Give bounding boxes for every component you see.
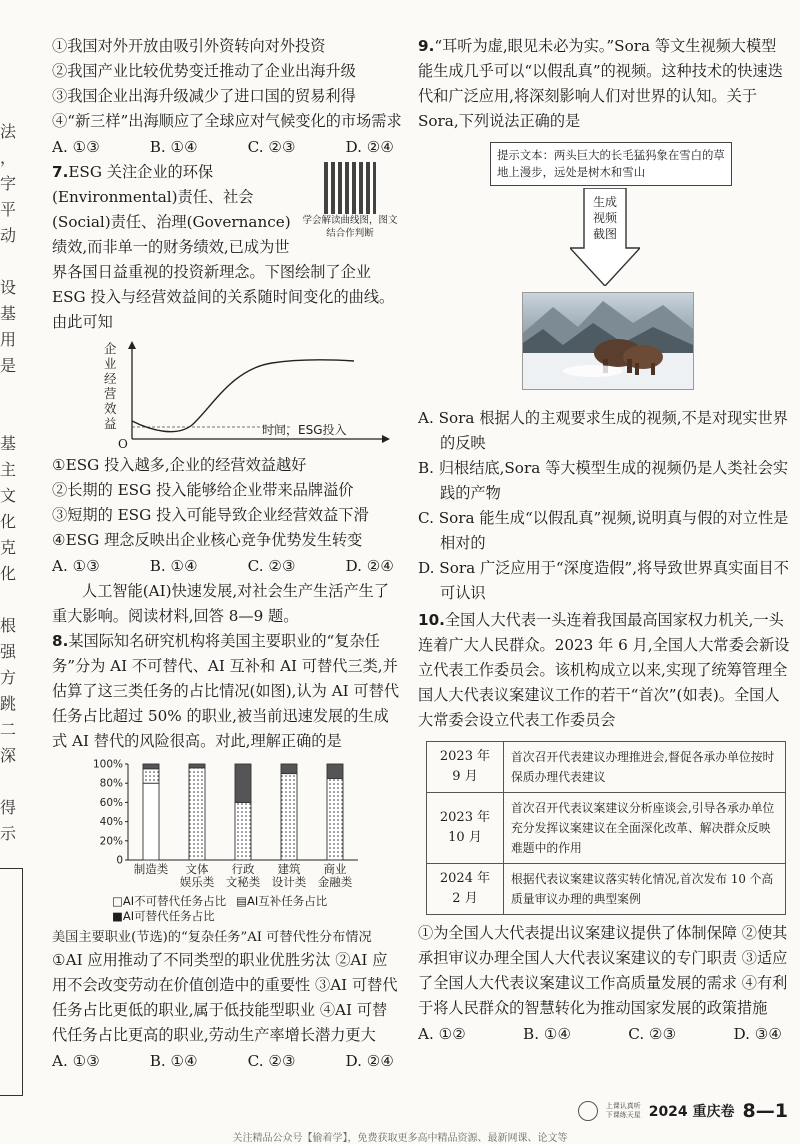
- edge-char: 是: [0, 356, 17, 375]
- edge-char: 基: [0, 434, 17, 453]
- arrow-label-3: 截图: [592, 227, 617, 241]
- q8-choice-b[interactable]: B. ①④: [149, 1052, 198, 1070]
- q6-choice-b[interactable]: B. ①④: [149, 138, 198, 156]
- bar-category-label: 商业: [323, 862, 347, 876]
- q9-opt-d[interactable]: D. Sora 广泛应用于“深度造假”,将导致世界真实面目不可认识: [418, 559, 789, 602]
- bar-y-tick-label: 60%: [99, 796, 123, 809]
- ai-intro: 人工智能(AI)快速发展,对社会生产生活产生了重大影响。阅读材料,回答 8—9 题。: [52, 582, 390, 625]
- badge-slogan: [606, 1102, 641, 1120]
- edge-char: [0, 770, 20, 796]
- bar-segment: [327, 778, 343, 860]
- table-date: 2023 年 9 月: [427, 742, 504, 793]
- bar-y-tick-label: 20%: [99, 835, 123, 848]
- page-badge: [578, 1100, 788, 1122]
- q8-choice-a[interactable]: A. ①③: [52, 1052, 100, 1070]
- bar-segment: [235, 764, 251, 802]
- brand-logo-icon: [578, 1101, 598, 1121]
- q7-choice-d[interactable]: D. ②④: [345, 557, 394, 575]
- q10-choice-c[interactable]: C. ②③: [628, 1025, 677, 1043]
- edge-char: 化: [0, 564, 17, 583]
- q10-choice-a[interactable]: A. ①②: [418, 1025, 466, 1043]
- question-9: [418, 34, 790, 606]
- q6-options: [52, 34, 402, 134]
- mammoth-video-screenshot: [522, 292, 694, 390]
- table-date: 2023 年 10 月: [427, 793, 504, 864]
- edge-char: 二: [0, 720, 17, 739]
- table-row: [427, 742, 786, 793]
- esg-x-arrow-icon: [382, 435, 390, 443]
- q7-opt-2: ②长期的 ESG 投入能够给企业带来品牌溢价: [52, 481, 354, 499]
- q6-opt-4: ④“新三样”出海顺应了全球应对气候变化的市场需求: [52, 112, 402, 130]
- question-8: [52, 629, 402, 1074]
- edge-char: 化: [0, 512, 17, 531]
- edge-char: 得: [0, 798, 17, 817]
- left-column: [52, 34, 402, 1074]
- q8-text: 某国际知名研究机构将美国主要职业的“复杂任务”分为 AI 不可替代、AI 互补和 AI 可替代三类,并估算了这三类任务的占比情况(如图),认为 AI 可替代任务占比超过 50% 的职业,被当前迅速发展的生成式 AI 替代的风险很高。对此,理解正确的是: [52, 632, 400, 750]
- bar-segment: [281, 774, 297, 860]
- bar-y-tick-label: 80%: [99, 777, 123, 790]
- q6-choice-a[interactable]: A. ①③: [52, 138, 100, 156]
- q9-text: “耳听为虚,眼见未必为实。”Sora 等文生视频大模型能生成几乎可以“以假乱真”的视频。这种技术的快速迭代和广泛应用,将深刻影响人们对世界的认知。关于 Sora,下列说法正确的是: [418, 37, 783, 130]
- q10-choice-b[interactable]: B. ①④: [523, 1025, 572, 1043]
- esg-x-label: 时间，ESG投入: [262, 423, 347, 437]
- exam-year-label: 2024 重庆卷: [648, 1104, 735, 1120]
- edge-char: 用: [0, 330, 17, 349]
- edge-char: 示: [0, 824, 17, 843]
- arrow-label-1: 生成: [592, 195, 617, 209]
- q8-choice-c[interactable]: C. ②③: [247, 1052, 296, 1070]
- question-10: [418, 608, 790, 1047]
- edge-char: 深: [0, 746, 17, 765]
- esg-y-label-char: 企: [104, 341, 117, 356]
- q7-choice-a[interactable]: A. ①③: [52, 557, 100, 575]
- legend-irreplaceable: □AI不可替代任务占比: [112, 894, 227, 908]
- esg-y-label: [104, 341, 120, 431]
- edge-char: 平: [0, 200, 17, 219]
- ai-chart-legend: [112, 894, 402, 924]
- esg-y-label-char: 益: [104, 416, 117, 431]
- page-footer: 关注精品公众号【偷着学】，免费获取更多高中精品资源、最新网课、论文等: [232, 1133, 568, 1144]
- q6-opt-1: ①我国对外开放由吸引外资转向对外投资: [52, 37, 326, 55]
- esg-y-label-char: 效: [104, 401, 117, 416]
- q10-text: 全国人大代表一头连着我国最高国家权力机关,一头连着广大人民群众。2023 年 6 月,全国人大常委会新设立代表工作委员会。该机构成立以来,实现了统筹管理全国人大代表议案建议工作的若干“首次”(如表)。全国人大常委会设立代表工作委员会: [418, 611, 790, 729]
- q6-opt-2: ②我国产业比较优势变迁推动了企业出海升级: [52, 62, 356, 80]
- edge-char: 方: [0, 668, 17, 687]
- edge-char: [0, 406, 20, 432]
- bar-category-label: 建筑: [277, 862, 301, 876]
- q10-choice-d[interactable]: D. ③④: [733, 1025, 782, 1043]
- q8-choice-d[interactable]: D. ②④: [345, 1052, 394, 1070]
- bar-segment: [189, 768, 205, 860]
- q9-opt-c[interactable]: C. Sora 能生成“以假乱真”视频,说明真与假的对立性是相对的: [418, 509, 789, 552]
- bar-segment: [189, 764, 205, 768]
- bar-category-label: 设计类: [271, 875, 307, 889]
- first-times-table: [426, 741, 786, 915]
- table-text: 首次召开代表议案建议分析座谈会,引导各承办单位充分发挥议案建议在全面深化改革、解决群众反映难题中的作用: [504, 793, 786, 864]
- bar-segment: [143, 783, 159, 860]
- left-edge-text: [0, 120, 20, 848]
- q8-choices: [52, 1048, 402, 1074]
- edge-char: 基: [0, 304, 17, 323]
- esg-y-arrow-icon: [128, 341, 136, 349]
- q7-opt-3: ③短期的 ESG 投入可能导致企业经营效益下滑: [52, 506, 369, 524]
- edge-char: [0, 380, 20, 406]
- edge-char: 根: [0, 616, 17, 635]
- esg-y-label-char: 营: [104, 386, 117, 401]
- sora-prompt-box: 提示文本：两头巨大的长毛猛犸象在雪白的草地上漫步，远处是树木和雪山: [490, 142, 732, 186]
- q7-choice-b[interactable]: B. ①④: [149, 557, 198, 575]
- table-date: 2024 年 2 月: [427, 864, 504, 915]
- q8-options: ①AI 应用推动了不同类型的职业优胜劣汰 ②AI 应用不会改变劳动在价值创造中的重要性 ③AI 可替代任务占比更低的职业,属于低技能型职业 ④AI 可替代任务占比更高的职业,劳动生产率增长潜力更大: [52, 951, 398, 1044]
- q8-number: 8.: [52, 632, 69, 650]
- bar-category-label: 娱乐类: [179, 875, 215, 889]
- bar-segment: [235, 802, 251, 860]
- edge-char: 字: [0, 174, 17, 193]
- qr-caption: 学会解读曲线图，图文结合作判断: [302, 215, 398, 239]
- bar-segment: [143, 769, 159, 783]
- edge-char: 跳: [0, 694, 17, 713]
- q10-options: ①为全国人大代表提出议案建议提供了体制保障 ②使其承担审议办理全国人大代表议案建议的专门职责 ③适应了全国人大代表议案建议工作高质量发展的需求 ④有利于将人民群众的智慧转化为推动国家发展的政策措施: [418, 924, 788, 1017]
- q10-choices: [418, 1021, 790, 1047]
- left-edge-box: [0, 868, 23, 1096]
- q7-opt-1: ①ESG 投入越多,企业的经营效益越好: [52, 456, 307, 474]
- esg-curve-chart: [92, 341, 402, 451]
- esg-y-label-char: 业: [104, 356, 117, 371]
- q6-choice-c[interactable]: C. ②③: [247, 138, 296, 156]
- edge-char: 强: [0, 642, 17, 661]
- qr-code-block[interactable]: [298, 162, 402, 240]
- bar-category-label: 金融类: [317, 875, 353, 889]
- esg-origin: O: [118, 437, 128, 451]
- q6-opt-3: ③我国企业出海升级减少了进口国的贸易利得: [52, 87, 356, 105]
- bar-category-label: 行政: [231, 862, 255, 876]
- table-text: 根据代表议案建议落实转化情况,首次发布 10 个高质量审议办理的典型案例: [504, 864, 786, 915]
- edge-char: 设: [0, 278, 17, 297]
- edge-char: 法: [0, 122, 17, 141]
- right-column: [418, 34, 790, 1047]
- q10-number: 10.: [418, 611, 445, 629]
- q9-opt-b[interactable]: B. 归根结底,Sora 等大模型生成的视频仍是人类社会实践的产物: [418, 459, 789, 502]
- esg-y-label-char: 经: [104, 371, 117, 386]
- sora-arrow-label: [591, 194, 619, 242]
- badge-slogan-2: 下课练天星: [605, 1111, 641, 1119]
- table-text: 首次召开代表建议办理推进会,督促各承办单位按时保质办理代表建议: [504, 742, 786, 793]
- q7-opt-4: ④ESG 理念反映出企业核心竞争优势发生转变: [52, 531, 363, 549]
- bar-y-tick-label: 40%: [99, 816, 123, 829]
- bar-category-label: 制造类: [133, 862, 169, 876]
- q7-number: 7.: [52, 163, 69, 181]
- bar-category-label: 文秘类: [225, 875, 261, 889]
- table-row: [427, 864, 786, 915]
- q6-choices: [52, 134, 402, 160]
- bar-y-tick-label: 100%: [92, 758, 123, 771]
- q6-choice-d[interactable]: D. ②④: [345, 138, 394, 156]
- q9-number: 9.: [418, 37, 435, 55]
- edge-char: [0, 250, 20, 276]
- edge-char: ，: [0, 148, 17, 167]
- bar-segment: [281, 764, 297, 774]
- ai-chart-caption: 美国主要职业(节选)的“复杂任务”AI 可替代性分布情况: [52, 930, 372, 945]
- legend-replaceable: ■AI可替代任务占比: [112, 909, 215, 923]
- q9-opt-a[interactable]: A. Sora 根据人的主观要求生成的视频,不是对现实世界的反映: [418, 409, 788, 452]
- table-row: [427, 793, 786, 864]
- bar-y-tick-label: 0: [116, 854, 123, 867]
- bar-segment: [143, 764, 159, 769]
- edge-char: [0, 588, 20, 614]
- ai-task-bar-chart: [88, 758, 402, 894]
- edge-char: 文: [0, 486, 17, 505]
- bar-segment: [327, 764, 343, 778]
- arrow-label-2: 视频: [592, 211, 617, 225]
- badge-slogan-1: 上课认真听: [605, 1102, 641, 1110]
- qr-code-icon[interactable]: [324, 162, 376, 214]
- bar-category-label: 文体: [185, 862, 209, 876]
- edge-char: 主: [0, 460, 17, 479]
- edge-char: 克: [0, 538, 17, 557]
- legend-complementary: ▤AI互补任务占比: [236, 894, 328, 908]
- q7-text: ESG 关注企业的环保(Environmental)责任、社会(Social)责任、治理(Governance)绩效,而非单一的财务绩效,已成为世界各国日益重视的投资新理念。下图绘制了企业 ESG 投入与经营效益间的关系随时间变化的曲线。由此可知: [52, 163, 395, 331]
- q7-choices: [52, 553, 402, 579]
- question-7: [52, 160, 402, 579]
- q7-choice-c[interactable]: C. ②③: [247, 557, 296, 575]
- edge-char: 动: [0, 226, 17, 245]
- page-number: 8—1: [742, 1100, 788, 1122]
- sora-flow-diagram: [418, 140, 790, 398]
